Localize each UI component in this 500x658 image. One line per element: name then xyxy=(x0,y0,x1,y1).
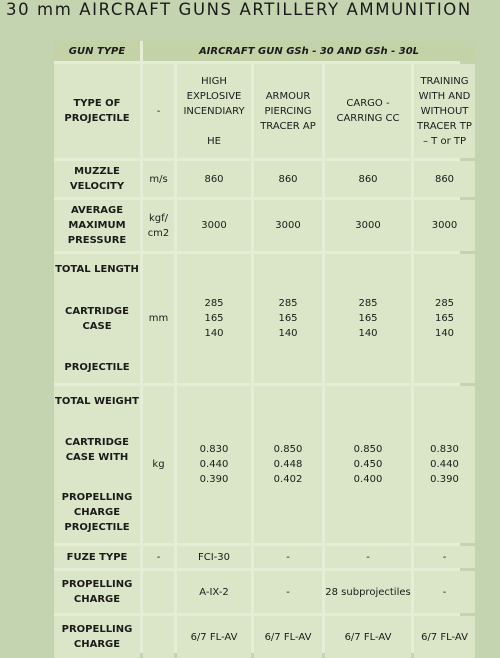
cell-length-tp xyxy=(414,254,475,383)
label-length xyxy=(54,254,140,383)
cell-weight-cc xyxy=(325,386,411,543)
label-propelling-charge: PROPELLING CHARGE xyxy=(54,571,140,613)
cell-pressure-cc: 3000 xyxy=(325,200,411,251)
cell-muzzle-tp: 860 xyxy=(414,161,475,197)
length-projectile-value: 140 xyxy=(278,328,298,339)
cell-fuze-tp: - xyxy=(414,546,475,568)
weight-total-value: 0.850 xyxy=(273,444,303,455)
unit-muzzle-velocity: m/s xyxy=(143,161,174,197)
unit-type: - xyxy=(143,64,174,158)
cell-muzzle-cc: 860 xyxy=(325,161,411,197)
cell-type-he xyxy=(177,64,251,158)
label-muzzle-velocity: MUZZLE VELOCITY xyxy=(54,161,140,197)
weight-case-value: 0.440 xyxy=(430,459,459,470)
cell-muzzle-ap: 860 xyxy=(254,161,322,197)
label-weight-case: CARTRIDGE CASE WITH xyxy=(65,436,129,463)
ammunition-table xyxy=(54,41,472,653)
unit-propelling-charge xyxy=(143,571,174,613)
length-projectile-value: 140 xyxy=(204,328,224,339)
cell-charge2-he: 6/7 FL-AV xyxy=(177,616,251,658)
unit-fuze-type: - xyxy=(143,546,174,568)
cell-weight-ap xyxy=(254,386,322,543)
cell-charge1-he: A-IX-2 xyxy=(177,571,251,613)
cell-fuze-ap: - xyxy=(254,546,322,568)
cell-pressure-tp: 3000 xyxy=(414,200,475,251)
label-length-projectile: PROJECTILE xyxy=(64,362,130,373)
label-fuze-type: FUZE TYPE xyxy=(54,546,140,568)
weight-projectile-value: 0.400 xyxy=(353,474,383,485)
length-case-value: 165 xyxy=(204,313,224,324)
cell-weight-tp xyxy=(414,386,475,543)
cell-charge1-tp: - xyxy=(414,571,475,613)
cell-fuze-he: FCI-30 xyxy=(177,546,251,568)
page-title: 30 mm AIRCRAFT GUNS ARTILLERY AMMUNITION xyxy=(6,0,472,19)
weight-case-value: 0.440 xyxy=(199,459,229,470)
header-gun-type: GUN TYPE xyxy=(54,41,140,61)
length-case-value: 165 xyxy=(358,313,378,324)
cell-charge2-ap: 6/7 FL-AV xyxy=(254,616,322,658)
weight-projectile-value: 0.390 xyxy=(199,474,229,485)
length-case-value: 165 xyxy=(434,313,455,324)
cell-muzzle-he: 860 xyxy=(177,161,251,197)
cell-pressure-ap: 3000 xyxy=(254,200,322,251)
label-weight xyxy=(54,386,140,543)
label-weight-charge: PROPELLING CHARGE PROJECTILE xyxy=(61,492,133,533)
weight-projectile-value: 0.390 xyxy=(430,474,459,485)
length-total-value: 285 xyxy=(204,298,224,309)
type-he-code: HE xyxy=(207,135,221,147)
length-total-value: 285 xyxy=(358,298,378,309)
length-total-value: 285 xyxy=(278,298,298,309)
unit-propelling-charge-2 xyxy=(143,616,174,658)
length-projectile-value: 140 xyxy=(434,328,455,339)
cell-type-tp: TRAINING WITH AND WITHOUT TRACER TP – T or TP xyxy=(414,64,475,158)
unit-weight: kg xyxy=(143,386,174,543)
cell-charge1-cc: 28 subprojectiles xyxy=(325,571,411,613)
label-type-of-projectile: TYPE OF PROJECTILE xyxy=(54,64,140,158)
cell-type-cc: CARGO - CARRING CC xyxy=(325,64,411,158)
cell-charge2-tp: 6/7 FL-AV xyxy=(414,616,475,658)
weight-case-value: 0.450 xyxy=(353,459,383,470)
cell-length-ap xyxy=(254,254,322,383)
label-total-length: TOTAL LENGTH xyxy=(55,264,139,275)
length-total-value: 285 xyxy=(434,298,455,309)
length-case-value: 165 xyxy=(278,313,298,324)
length-projectile-value: 140 xyxy=(358,328,378,339)
unit-average-pressure: kgf/ cm2 xyxy=(143,200,174,251)
label-length-case: CARTRIDGE CASE xyxy=(65,305,129,332)
weight-projectile-value: 0.402 xyxy=(273,474,303,485)
cell-weight-he xyxy=(177,386,251,543)
cell-charge1-ap: - xyxy=(254,571,322,613)
weight-case-value: 0.448 xyxy=(273,459,303,470)
cell-charge2-cc: 6/7 FL-AV xyxy=(325,616,411,658)
label-propelling-charge-2: PROPELLING CHARGE xyxy=(54,616,140,658)
cell-pressure-he: 3000 xyxy=(177,200,251,251)
cell-length-he xyxy=(177,254,251,383)
type-he-name: HIGH EXPLOSIVE INCENDIARY xyxy=(183,75,245,117)
weight-total-value: 0.830 xyxy=(199,444,229,455)
header-aircraft-gun: AIRCRAFT GUN GSh - 30 AND GSh - 30L xyxy=(143,41,475,61)
unit-length: mm xyxy=(143,254,174,383)
weight-total-value: 0.850 xyxy=(353,444,383,455)
label-average-pressure: AVERAGE MAXIMUM PRESSURE xyxy=(54,200,140,251)
label-total-weight: TOTAL WEIGHT xyxy=(55,396,139,407)
cell-length-cc xyxy=(325,254,411,383)
weight-total-value: 0.830 xyxy=(430,444,459,455)
cell-type-ap: ARMOUR PIERCING TRACER AP xyxy=(254,64,322,158)
cell-fuze-cc: - xyxy=(325,546,411,568)
